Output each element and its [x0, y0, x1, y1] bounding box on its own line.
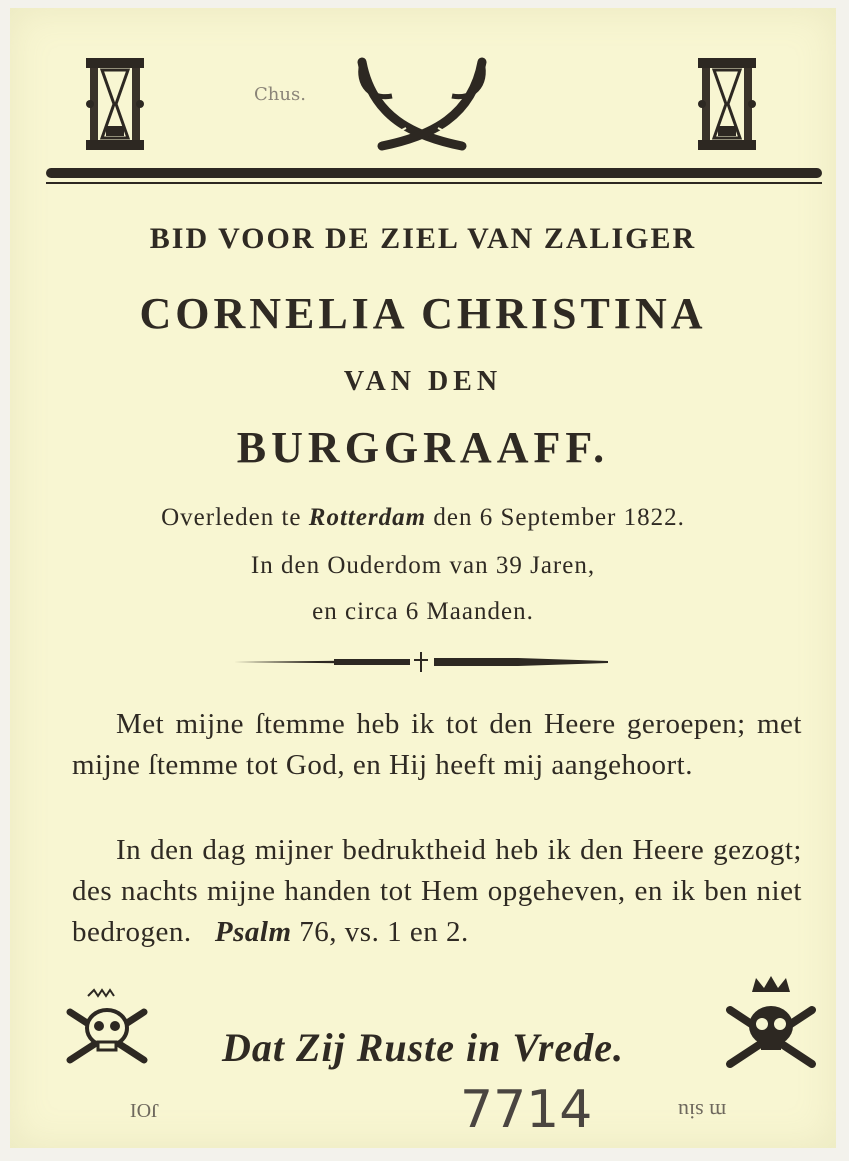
death-prefix: Overleden te [161, 504, 309, 531]
hourglass-icon [84, 56, 146, 152]
prayer-card [10, 8, 836, 1148]
cross-divider [234, 652, 608, 676]
verse-paragraph-2-text: In den dag mijner bedruktheid heb ik den Heere gezogt; des nachts mijne handen tot Hem opgeheven, en ik ben niet bedrogen. [72, 834, 802, 948]
deceased-surname: BURGGRAAFF. [236, 423, 610, 472]
age-line-2: en circa 6 Maanden. [312, 598, 534, 625]
citation-book: Psalm [214, 916, 292, 948]
verse-paragraph-1: Met mijne ſtemme heb ik tot den Heere geroepen; met mijne ſtemme tot God, en Hij heeft mij aangehoort. [72, 708, 802, 781]
title-line: BID VOOR DE ZIEL VAN ZALIGER [149, 222, 697, 255]
stamp-left: JOI [130, 1099, 159, 1121]
faint-mark: Chus. [254, 84, 306, 105]
stamp-right: m siu [678, 1099, 727, 1124]
citation-ref: 76, vs. 1 en 2. [299, 916, 469, 948]
death-date: den 6 September 1822. [426, 504, 685, 531]
header-rule-thin [46, 182, 822, 184]
death-place: Rotterdam [308, 504, 427, 531]
deceased-name: CORNELIA CHRISTINA [139, 289, 707, 338]
age-line-1: In den Ouderdom van 39 Jaren, [250, 552, 596, 579]
hourglass-icon [696, 56, 758, 152]
crossed-scythes-icon [352, 56, 492, 152]
name-prefix: VAN DEN [343, 366, 503, 397]
crowned-skull-crossbones-icon [724, 974, 818, 1074]
verse-paragraph-2 [72, 830, 802, 953]
header-rule [46, 168, 822, 178]
closing-line: Dat Zij Ruste in Vrede. [222, 1025, 624, 1070]
death-line [10, 504, 836, 532]
catalog-number: 7714 [460, 1080, 593, 1140]
